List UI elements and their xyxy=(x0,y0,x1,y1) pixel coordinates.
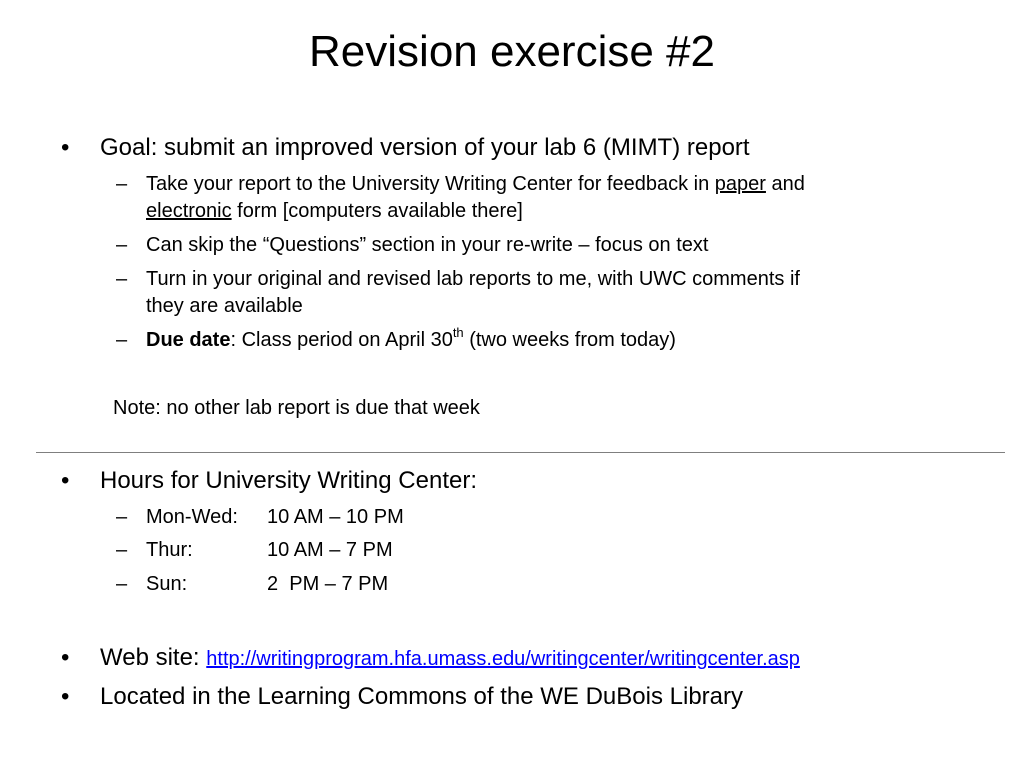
hours-row-2-day: Thur: xyxy=(146,539,193,561)
goal-bullet: • xyxy=(61,134,70,161)
due-date-line xyxy=(146,325,676,352)
slide-title: Revision exercise #2 xyxy=(309,27,715,76)
website-line xyxy=(100,644,800,673)
hours-row-3-dash: – xyxy=(116,573,128,595)
hours-title: Hours for University Writing Center: xyxy=(100,467,477,494)
note-text: Note: no other lab report is due that week xyxy=(113,397,480,419)
hours-row-3-time: 2 PM – 7 PM xyxy=(267,573,389,595)
goal-item-3-dash: – xyxy=(116,268,128,290)
website-bullet: • xyxy=(61,644,70,671)
hours-row-3 xyxy=(146,572,388,596)
goal-item-2-text: Can skip the “Questions” section in your re-write – focus on text xyxy=(146,234,709,256)
hours-bullet: • xyxy=(61,467,70,494)
goal-item-2-dash: – xyxy=(116,234,128,256)
website-link[interactable]: http://writingprogram.hfa.umass.edu/writingcenter/writingcenter.asp xyxy=(206,648,800,670)
goal-item-3-line-2: they are available xyxy=(146,295,303,317)
goal-item-1-line-1 xyxy=(146,172,805,196)
hours-row-1-day: Mon-Wed: xyxy=(146,506,238,528)
due-date-label: Due date xyxy=(146,329,231,351)
section-divider xyxy=(36,452,1005,453)
due-date-text: : Class period on April 30 xyxy=(230,329,453,351)
due-date-superscript: th xyxy=(452,325,464,341)
website-label: Web site: xyxy=(100,644,207,671)
goal-item-4-dash: – xyxy=(116,329,128,351)
goal-text: Goal: submit an improved version of your lab 6 (MIMT) report xyxy=(100,134,750,161)
hours-row-1-dash: – xyxy=(116,506,128,528)
hours-row-2 xyxy=(146,538,393,562)
goal-item-1-part-3: form [computers available there] xyxy=(231,200,523,222)
goal-item-1-line-2 xyxy=(146,199,523,223)
hours-row-1-time: 10 AM – 10 PM xyxy=(267,506,404,528)
hours-row-1 xyxy=(146,505,404,529)
location-text: Located in the Learning Commons of the WE DuBois Library xyxy=(100,683,743,710)
goal-item-1-dash: – xyxy=(116,173,128,195)
due-date-remark: (two weeks from today) xyxy=(463,329,676,351)
electronic-term: electronic xyxy=(146,200,232,222)
goal-item-3-line-1: Turn in your original and revised lab reports to me, with UWC comments if xyxy=(146,268,800,290)
hours-row-3-day: Sun: xyxy=(146,573,188,595)
hours-row-2-dash: – xyxy=(116,539,128,561)
goal-item-1-part-1: Take your report to the University Writing Center for feedback in xyxy=(146,173,715,195)
goal-item-1-part-2: and xyxy=(765,173,805,195)
hours-row-2-time: 10 AM – 7 PM xyxy=(267,539,393,561)
location-bullet: • xyxy=(61,683,70,710)
paper-term: paper xyxy=(714,173,766,195)
